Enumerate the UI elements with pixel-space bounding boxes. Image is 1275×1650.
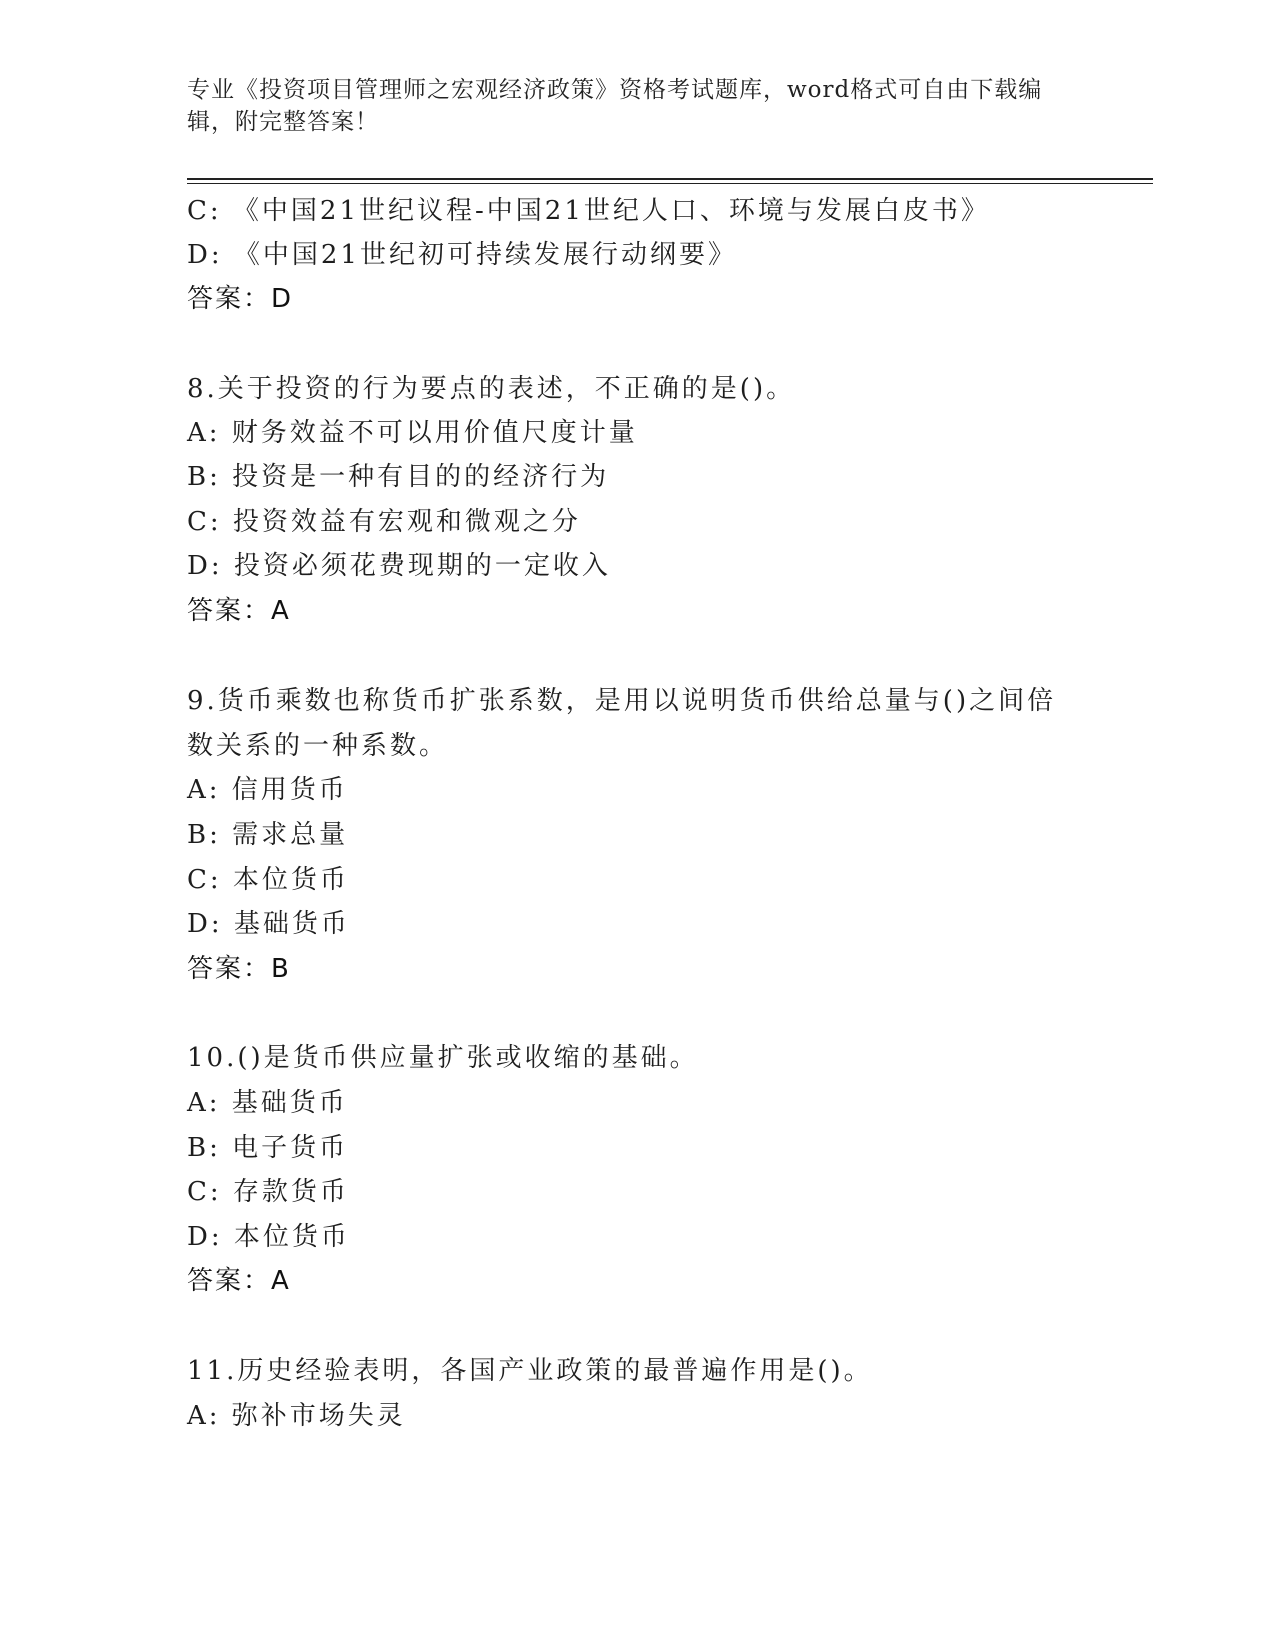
q10-stem: 10.()是货币供应量扩张或收缩的基础。 [187, 1043, 699, 1073]
q11-stem: 11.历史经验表明，各国产业政策的最普遍作用是()。 [187, 1356, 873, 1386]
header-divider-thin [187, 183, 1153, 184]
header-divider-thick [187, 178, 1153, 180]
q9-option-d: D: 基础货币 [187, 909, 350, 939]
header-line-1: 专业《投资项目管理师之宏观经济政策》资格考试题库，word格式可自由下载编 [187, 77, 1043, 103]
q8-answer: 答案：A [187, 596, 291, 626]
q8-option-d: D: 投资必须花费现期的一定收入 [187, 551, 611, 581]
prev-option-c: C: 《中国21世纪议程-中国21世纪人口、环境与发展白皮书》 [187, 196, 990, 226]
q10-option-b: B: 电子货币 [187, 1133, 349, 1163]
q8-option-a: A: 财务效益不可以用价值尺度计量 [187, 418, 638, 448]
q9-stem-line-1: 9.货币乘数也称货币扩张系数，是用以说明货币供给总量与()之间倍 [187, 686, 1057, 716]
prev-answer: 答案：D [187, 284, 294, 314]
header-line-2: 辑，附完整答案！ [187, 109, 379, 135]
q10-option-a: A: 基础货币 [187, 1088, 348, 1118]
q9-option-b: B: 需求总量 [187, 820, 349, 850]
q8-option-b: B: 投资是一种有目的的经济行为 [187, 462, 610, 492]
q11-option-a: A: 弥补市场失灵 [187, 1401, 406, 1431]
q9-option-c: C: 本位货币 [187, 865, 349, 895]
q10-option-c: C: 存款货币 [187, 1177, 349, 1207]
q9-answer: 答案：B [187, 954, 291, 984]
document-header [187, 74, 1087, 138]
q10-answer: 答案：A [187, 1266, 291, 1296]
prev-option-d: D: 《中国21世纪初可持续发展行动纲要》 [187, 240, 737, 270]
q8-option-c: C: 投资效益有宏观和微观之分 [187, 507, 581, 537]
q10-option-d: D: 本位货币 [187, 1222, 350, 1252]
q9-stem-line-2: 数关系的一种系数。 [187, 731, 449, 761]
q9-option-a: A: 信用货币 [187, 775, 348, 805]
q8-stem: 8.关于投资的行为要点的表述，不正确的是()。 [187, 374, 796, 404]
